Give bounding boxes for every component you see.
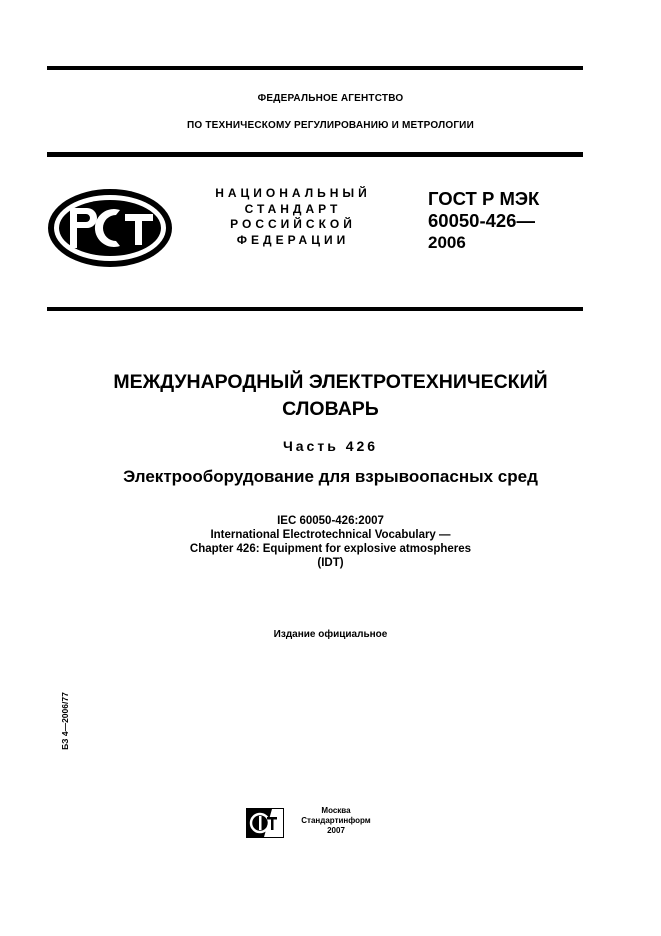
standard-code <box>428 188 539 254</box>
document-title <box>0 369 661 423</box>
agency-line-2: ПО ТЕХНИЧЕСКОМУ РЕГУЛИРОВАНИЮ И МЕТРОЛОГИИ <box>187 120 474 131</box>
part-number: Часть 426 <box>282 438 379 454</box>
national-standard-line-1: НАЦИОНАЛЬНЫЙ <box>215 186 371 200</box>
header-rule <box>47 152 583 157</box>
publisher-info <box>296 806 376 836</box>
national-standard-line-2: СТАНДАРТ <box>244 201 342 216</box>
standartinform-logo-icon <box>246 808 284 838</box>
side-code: БЗ 4—2006/77 <box>60 692 70 750</box>
edition-label: Издание официальное <box>273 629 388 640</box>
standard-code-line-2: 60050-426— <box>428 210 535 231</box>
top-rule <box>47 66 583 70</box>
iec-reference-line-3: Chapter 426: Equipment for explosive atmospheres <box>189 543 472 555</box>
document-title-line-1: МЕЖДУНАРОДНЫЙ ЭЛЕКТРОТЕХНИЧЕСКИЙ <box>113 371 548 393</box>
publisher-name: Стандартинформ <box>301 816 371 825</box>
iec-reference-line-4: (IDT) <box>317 557 344 569</box>
iec-reference <box>0 514 661 570</box>
agency-line-1: ФЕДЕРАЛЬНОЕ АГЕНТСТВО <box>257 93 404 104</box>
standard-year: 2006 <box>428 233 466 252</box>
publisher-city: Москва <box>321 806 351 815</box>
national-standard-label <box>193 186 393 248</box>
section-rule <box>47 307 583 311</box>
standard-code-line-1: ГОСТ Р МЭК <box>428 188 540 209</box>
iec-reference-line-1: IEC 60050-426:2007 <box>277 515 384 527</box>
rst-logo-icon <box>45 186 175 270</box>
national-standard-line-3: РОССИЙСКОЙ <box>230 217 356 231</box>
national-standard-line-4: ФЕДЕРАЦИИ <box>236 232 350 247</box>
document-subtitle: Электрооборудование для взрывоопасных сред <box>123 467 538 486</box>
publisher-year: 2007 <box>327 826 345 835</box>
iec-reference-line-2: International Electrotechnical Vocabulary — <box>210 529 451 541</box>
document-title-line-2: СЛОВАРЬ <box>282 398 379 420</box>
